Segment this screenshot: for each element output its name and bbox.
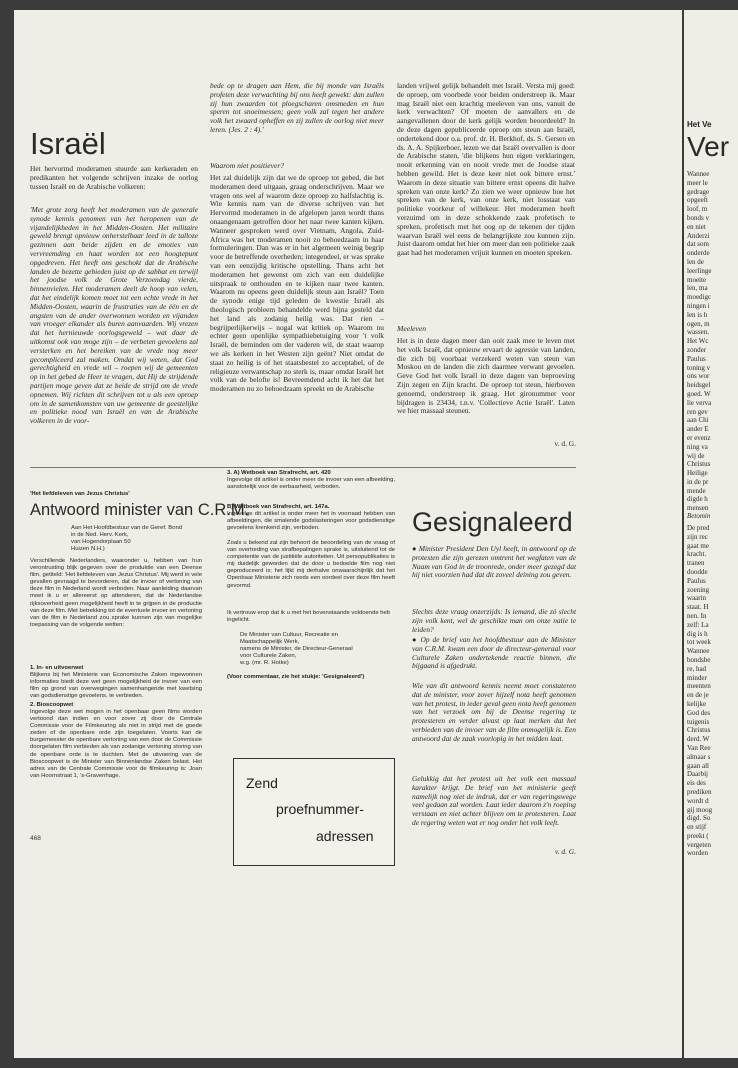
next-page-line: heidsgel (687, 381, 711, 390)
next-page-line: ogen, m (687, 319, 710, 328)
israel-col2-heading: Waarom niet positiever? (210, 161, 285, 170)
next-page-text-2 (687, 524, 738, 858)
letter-s1-body: Blijkens bij het Ministerie van Economische Zaken ingewonnen informaties biedt deze wet geen mogelijkheid de invoer van een film op grond van overwegingen samenhangende met kwetsing van godsdienstige gevoelens, te verbieden. (30, 672, 202, 700)
next-page-line: Christus (687, 460, 711, 469)
next-page-line: ningen i (687, 301, 710, 310)
israel-col2-quote: bede op te dragen aan Hem, die bij monde van Israëls profeten deze verwachting bij ons heeft gewekt: dan zullen zij hun zwaarden tot ploegscharen omsmeden en hun speren tot snoeimessen; geen volk zal tegen het andere volk het zwaard opheffen en zij zullen de oorlog niet meer leren. (Jes. 2 : 4).' (210, 81, 384, 134)
next-page-line: staat. H (687, 603, 709, 612)
israel-col3-heading: Meeleven (397, 324, 427, 333)
gesignaleerd-signature: v. d. G. (554, 847, 576, 856)
letter-s1-heading: 1. In- en uitvoerwet (30, 665, 84, 671)
address-line: Huizen N.H.) (71, 546, 105, 553)
letter-body2: Zoals u bekend zal zijn behoort de beoordeling van de vraag of van overtreding van strafbepalingen sprake is, uitsluitend tot de competentie van de justitiële autoriteiten. Uit persopublikaties is mij duidelijk geworden dat de door u bedoelde film nog niet geproduceerd is; het lijkt mij derhalve onwaarschijnlijk dat het Openbaar Ministerie zich reeds een oordeel over deze film heeft gevormd. (227, 540, 395, 589)
letter-s3-body: Ingevolge dit artikel is onder meer de invoer van een afbeelding, aanstotelijk voor de eerbaarheid, verboden. (227, 477, 395, 491)
signature-line: Maatschappelijk Werk, (240, 639, 300, 646)
next-page-line: God des (687, 708, 711, 717)
next-page-line: gedrage (687, 187, 710, 196)
next-page-line: en de je (687, 691, 709, 700)
next-page-title: Ver (687, 131, 730, 162)
magazine-page (14, 10, 682, 1058)
next-page-line: aan Chi (687, 416, 709, 425)
gesignaleerd-p3-text: Op de brief van het hoofdbestuur aan de Minister van C.R.M. kwam een door de directeur-generaal voor Culturele Zaken ondertekende reactie binnen, die bijgaand is afgedrukt. (412, 635, 577, 671)
next-page-line: wordt d (687, 796, 709, 805)
address-line: van Hogendorplaan 50 (71, 539, 131, 546)
israel-quote: 'Met grote zorg heeft het moderamen van de generale synode kennis genomen van het heropenen van de vijandelijkheden in het Midden-Oosten. Het militaire geweld brengt opnieuw onherstelbaar leed in de talloze gezinnen aan beide zijden en de emoties van vervreemding en haat worden tot een hoogtepunt opgedreven. Het heeft ons geschokt dat de Arabische landen de bezette gebieden juist op de sabbat en terwijl het joodse volk de Grote Verzoendag vierde, binnenvielen. Het moderamen deelt de hoop van velen, dat het eindelijk komen moet tot een echte vrede in het Midden-Oosten, waarin de frustraties van de één en de angsten van de ander overwonnen worden en vijanden van vroeger elkander als buren aanvaarden. Wij vrezen dat het hernieuwde oorlogsgeweld – wat daar de uitkomst ook van moge zijn – de verbeten gevoelens zal versterken en het bereiken van de vrede nog meer gecompliceerd zal maken. Omdat wij weten, dat God gerechtigheid en vrede wil – roepen wij de gemeenten op in het gebed de Heer te vragen, dat Hij de strijdende partijen moge geven dat ze beide de strijd om de vrede opnemen. Wij richten dit schrijven tot u als een oproep om in de samenkomsten van uw gemeente de geestelijke en politieke nood van Israël en van de Arabische volkeren in de voor- (30, 206, 198, 426)
next-page-line: almaar s (687, 752, 711, 761)
signature-line: De Minister van Cultuur, Recreatie en (240, 632, 338, 638)
next-page-line: ren gev (687, 407, 708, 416)
next-page-line: prediken (687, 787, 712, 796)
gesignaleerd-p4: Wie van dit antwoord kennis neemt moet constateren dat de minister, voor zover hijzelf nota heeft genomen van het protest, in ieder geval geen nota heeft genomen van het verzoek om bij de Deense regering te protesteren en verder alvast op laat merken dat het verbieden van de invoer van de film onmogelijk is. Een antwoord dat de zaak voorlopig in het midden laat. (412, 682, 576, 743)
next-page-line: len is h (687, 310, 708, 319)
next-page-line: kelijke (687, 699, 707, 708)
next-page-line: mende (687, 486, 706, 495)
bullet-icon: ● (412, 544, 419, 553)
next-page-line: Anderzi (687, 231, 710, 240)
ad-line-1: Zend (246, 775, 278, 791)
next-page-line: moeite (687, 275, 707, 284)
next-page-line: len, ma (687, 284, 708, 293)
next-page-line: preekt ( (687, 831, 709, 840)
next-page-line: Wannee (687, 647, 710, 656)
next-page-line: ning va (687, 442, 708, 451)
next-page-line: digde h (687, 495, 708, 504)
bullet-icon: ● (412, 635, 421, 644)
next-page-line: worden (687, 849, 708, 858)
next-page-line: bondsbe (687, 655, 711, 664)
signature-line: namens de Minister, de Directeur-Generaal (240, 646, 353, 653)
next-page-line: en niet (687, 222, 706, 231)
page-number: 468 (30, 835, 41, 842)
next-page-line: zonder (687, 345, 707, 354)
next-page-line: en stijf (687, 823, 707, 832)
next-page-line: gij moog (687, 805, 713, 814)
next-page-text (687, 170, 738, 513)
next-page-line: zelf: La (687, 620, 709, 629)
next-page-line: moedigc (687, 293, 712, 302)
next-page-line: zijn rec (687, 532, 708, 541)
next-page-line: kracht. (687, 550, 707, 559)
next-page-kicker: Het Ve (687, 120, 712, 129)
letter-s3b-body: Ingevolge dit artikel is onder meer het in voorraad hebben van afbeeldingen, die smalende godslasteringen voor godsdienstige gevoelens krenkend zijn, verboden. (227, 511, 395, 532)
next-page-heading: Betomin (687, 512, 711, 520)
israel-col2-body: Het zal duidelijk zijn dat we de oproep tot gebed, die het moderamen deed uitgaan, graag onderschrijven. Maar we vragen ons wel af waarom deze oproep zo halfslachtig is. Wie kennis nam van de diverse schrijven van het Hervormd moderamen in de afgelopen jaren wordt thans onaangenaam getroffen door het naar twee kanten kijken. Wanneer gesproken werd over Vietnam, Angola, Zuid-Africa was het moderamen nooit zo behoedzaam in haar formuleringen. Dan was er in het algemeen weinig begrip voor de betreffende overheden; integendeel, er was sprake van een eenzijdig kritische opstelling. Thans acht het moderamen het gewenst om zich van een duidelijke uitspraak te onthouden en te kijken naar twee kanten. Waarom nu opeens geen duidelijk steun aan Israël? Toen de synode enige tijd geleden de kwestie Israël als theologisch probleem behandelde werd bijna gesteld dat het land als zodanig heilig was. Dat rien – begrijperlijkerwijs – nogal wat kritiek op. Waarom nu echter geen openlijke sympathiebetuiging voor 't volk Israël, de beminden om der vaderen wil, de staat waarop we als kerken in het Westen zijn geënt? Niet omdat de staat zo heilig is of het staatsbestel zo acceptabel, of de religieuze verwantschap zo sterk is, maar omdat Israël het volk van de belofte is! Bevreemdend acht ik het dat het moderamen nu zo behoedzaam spreekt en de Arabische (210, 174, 384, 394)
next-page-line: tranen (687, 559, 705, 568)
next-page-line: minder (687, 673, 707, 682)
section-divider (30, 467, 576, 468)
next-page-line: goed. W (687, 389, 711, 398)
next-page-line: tot week (687, 638, 711, 647)
letter-kicker: 'Het liefdeleven van Jezus Christus' (30, 491, 130, 497)
next-page-line: loof, m (687, 205, 708, 214)
ad-line-3: adressen (316, 828, 374, 844)
next-page-line: dat som (687, 240, 709, 249)
next-page-line: Paulus (687, 354, 706, 363)
address-line: in de Ned. Herv. Kerk, (71, 532, 129, 539)
next-page-line: Heilige (687, 469, 708, 478)
gesignaleerd-p3 (412, 636, 576, 671)
letter-signature (240, 632, 400, 667)
letter-s3b-heading: B) Wetboek van Strafrecht, art. 147a. (227, 504, 330, 510)
gesignaleerd-p2: Slechts deze vraag onzerzijds: Is iemand, die zó slecht zijn volk kent, wel de geschikte man om onze natie te leiden? (412, 607, 576, 634)
gesignaleerd-p1 (412, 545, 576, 580)
address-line: Aan Het Hoofdbestuur van de Geref. Bond (71, 525, 183, 531)
ad-line-2: proefnummer- (276, 801, 364, 817)
next-page-line: De pred (687, 524, 710, 532)
next-page-line: zoening (687, 585, 710, 594)
next-page-line: er evenz (687, 433, 711, 442)
next-page-line: Daarbij (687, 770, 708, 779)
next-page-line: Het Wc (687, 337, 709, 346)
next-page-line: eis des (687, 779, 706, 788)
next-page-line: Van Ree (687, 743, 711, 752)
letter-title: Antwoord minister van C.R.M. (30, 501, 250, 519)
next-page-line: dig is h (687, 629, 708, 638)
next-page-line: bonds v (687, 213, 709, 222)
next-page-line: gaan all (687, 761, 709, 770)
next-page-line: waarin (687, 594, 707, 603)
ad-box (233, 758, 395, 866)
next-page-line: gaat me (687, 541, 709, 550)
next-page-line: mensen (687, 504, 709, 513)
next-page-line: leerlinge (687, 266, 712, 275)
next-page-edge (684, 10, 738, 1058)
next-page-line: Paulus (687, 576, 706, 585)
israel-col3-body: landen vrijwel gelijk behandelt met Israël. Versta mij goed: de oproep, om voorbede voor beiden onderstreep ik. Maar mag Israël niet een krachtig meeleven van ons, vanuit de kerk verwachten? Of moeten de aanvallers en de aangevallenen door de kerk gelijk worden beoordeeld? In de deze dagen gepubliceerde oproep om steun aan Israël, ondertekend door o.a. prof. dr. H. Berkhof, ds. S. Gersen en ds. A. A. Spijkerboer, lezen we dat Israël overvallen is door de Arabische staten, 'die blijkens hun eigen verklaringen, nooit erkenning van en nooit vrede met de Joodse staat hebben gewild. Het is deze keer niet ook bittere ernst.' Waarom in deze situatie van bittere ernst opeens dit halve spreken van onze kerk? Zo zien we weer opnieuw hoe het spreken van de kerk, van onze kerk, niet losstaat van politieke voorkeur of willekeur. Het moderamen heeft verzuimd om in deze schokkende zaak profetisch te spreken, profetisch met het oog op de tekenen der tijden waarvan Israël wel eens de belangrijkste zou kunnen zijn. Juist daarom omdat het hier om meer dan een politieke zaak gaat had het moderamen vrijuit kunnen en moeten spreken. (397, 82, 575, 258)
letter-address (71, 525, 201, 553)
next-page-line: meer le (687, 178, 708, 187)
next-page-line: wassen. (687, 328, 709, 337)
next-page-line: meenten (687, 682, 711, 691)
letter-s3-heading: 3. A) Wetboek van Strafrecht, art. 420 (227, 470, 331, 476)
next-page-line: Wannee (687, 170, 710, 178)
gesignaleerd-p1-text: Minister President Den Uyl heeft, in antwoord op de protesten die zijn gerezen omtrent het wegfaten van de Naam van God in de troonrede, onder meer gezegd dat hij niet voorzien had dat dit zoveel deining zou geven. (412, 544, 577, 580)
next-page-line: digd. So (687, 814, 711, 823)
gesignaleerd-title: Gesignaleerd (412, 507, 573, 537)
israel-col3-body2: Het is in deze dagen meer dan ooit zaak mee te leven met het volk Israël, dat opnieuw ervaart de agressie van landen, die zich bij voorbaat verzekerd weten van steun van Moskou en de landen die zich daarmee verwant gevoelen. Geve God het volk Israël in deze dagen van beproeving Zijn zegen en Zijn kracht. De oproep tot steun, hierboven genoemd, onderstreep ik graag. Het gironummer voor bijdragen is 23434, t.n.v. 'Collectieve Actie Israël'. Laten we hier massaal steunen. (397, 337, 575, 416)
israel-title: Israël (30, 126, 106, 161)
israel-intro: Het hervormd moderamen stuurde aan kerkeraden en predikanten het volgende schrijven inzake de oorlog tussen Israël en de Arabische volkeren: (30, 164, 198, 191)
next-page-line: Christus (687, 726, 711, 735)
letter-body3: Ik vertrouw erop dat ik u met het bovenstaande voldoende heb ingelicht. (227, 610, 391, 624)
letter-note: (Voor commentaar, zie het stukje: 'Gesignaleerd') (227, 674, 365, 680)
next-page-line: opgeeft (687, 196, 708, 205)
next-page-line: ander E (687, 425, 709, 434)
next-page-line: len de (687, 257, 704, 266)
gesignaleerd-p5: Gelukkig dat het protest uit het volk een massaal karakter krijgt. De brief van het ministerie geeft namelijk nog niet de indruk, dat er van regeringswege veel gedaan zal worden. Laat ieder daarom z'n roeping verstaan en niet achter blijven om te protesteren. Laat de regering weten wat er nog onder het volk leeft. (412, 775, 576, 827)
next-page-line: vergeten (687, 840, 711, 849)
next-page-line: re, had (687, 664, 707, 673)
letter-body1: Verschillende Nederlanders, waaronder u, hebben van hun verontrusting blijk gegeven over de produktie van een Deense film, getiteld: 'Het liefdeleven van Jezus Christus'. Mij werd in vele gevallen gevraagd te bevorderen, dat de invoer of vertoning van deze film in Nederland wordt verboden. Naar aanleiding daarvan moet ik u er allereerst op attenderen, dat de Nederlandse rijksoverheid geen mogelijkheid heeft in te grijpen in de productie van deze film. Met betrekking tot de eventuele invoer en vertoning van de film in Nederland zou sprake kunnen zijn van mogelijke toepassing van de volgende wetten: (30, 558, 202, 628)
signature-line: voor Culturele Zaken, (240, 653, 297, 660)
next-page-line: lie verva (687, 398, 712, 407)
next-page-line: in de pr (687, 477, 709, 486)
next-page-line: toning v (687, 363, 711, 372)
next-page-line: doodde (687, 567, 708, 576)
next-page-line: nen. In (687, 611, 707, 620)
next-page-line: derd. W (687, 735, 710, 744)
next-page-line: onderde (687, 249, 710, 258)
next-page-line: wij de (687, 451, 705, 460)
next-page-line: tuigenis (687, 717, 710, 726)
next-page-line: ons wor (687, 372, 710, 381)
signature-line: w.g. (mr. R. Hotke) (240, 660, 289, 667)
letter-s2-heading: 2. Bioscoopwet (30, 702, 74, 708)
israel-signature: v. d. G. (554, 439, 576, 448)
letter-s2-body: Ingevolge deze wet mogen in het openbaar geen films worden vertoond dan indien en voor zover zij door de Centrale Commissie voor de Filmkeuring als niet in strijd met de goede zeden of de openbare orde zijn toegelaten. Voorts kan de burgemeester de openbare vertoning van een door de Commissie doorgelaten film verbieden als van zodanige vertoning storing van de openbare orde is te duchten. Met de uitvoering van de Bioscoopwet is de Minister van Binnenlandse Zaken belast. Het adres van de Centrale Commissie voor de filmkeuring is: Joan van Hoornstraat 1, 's-Gravenhage. (30, 709, 202, 779)
